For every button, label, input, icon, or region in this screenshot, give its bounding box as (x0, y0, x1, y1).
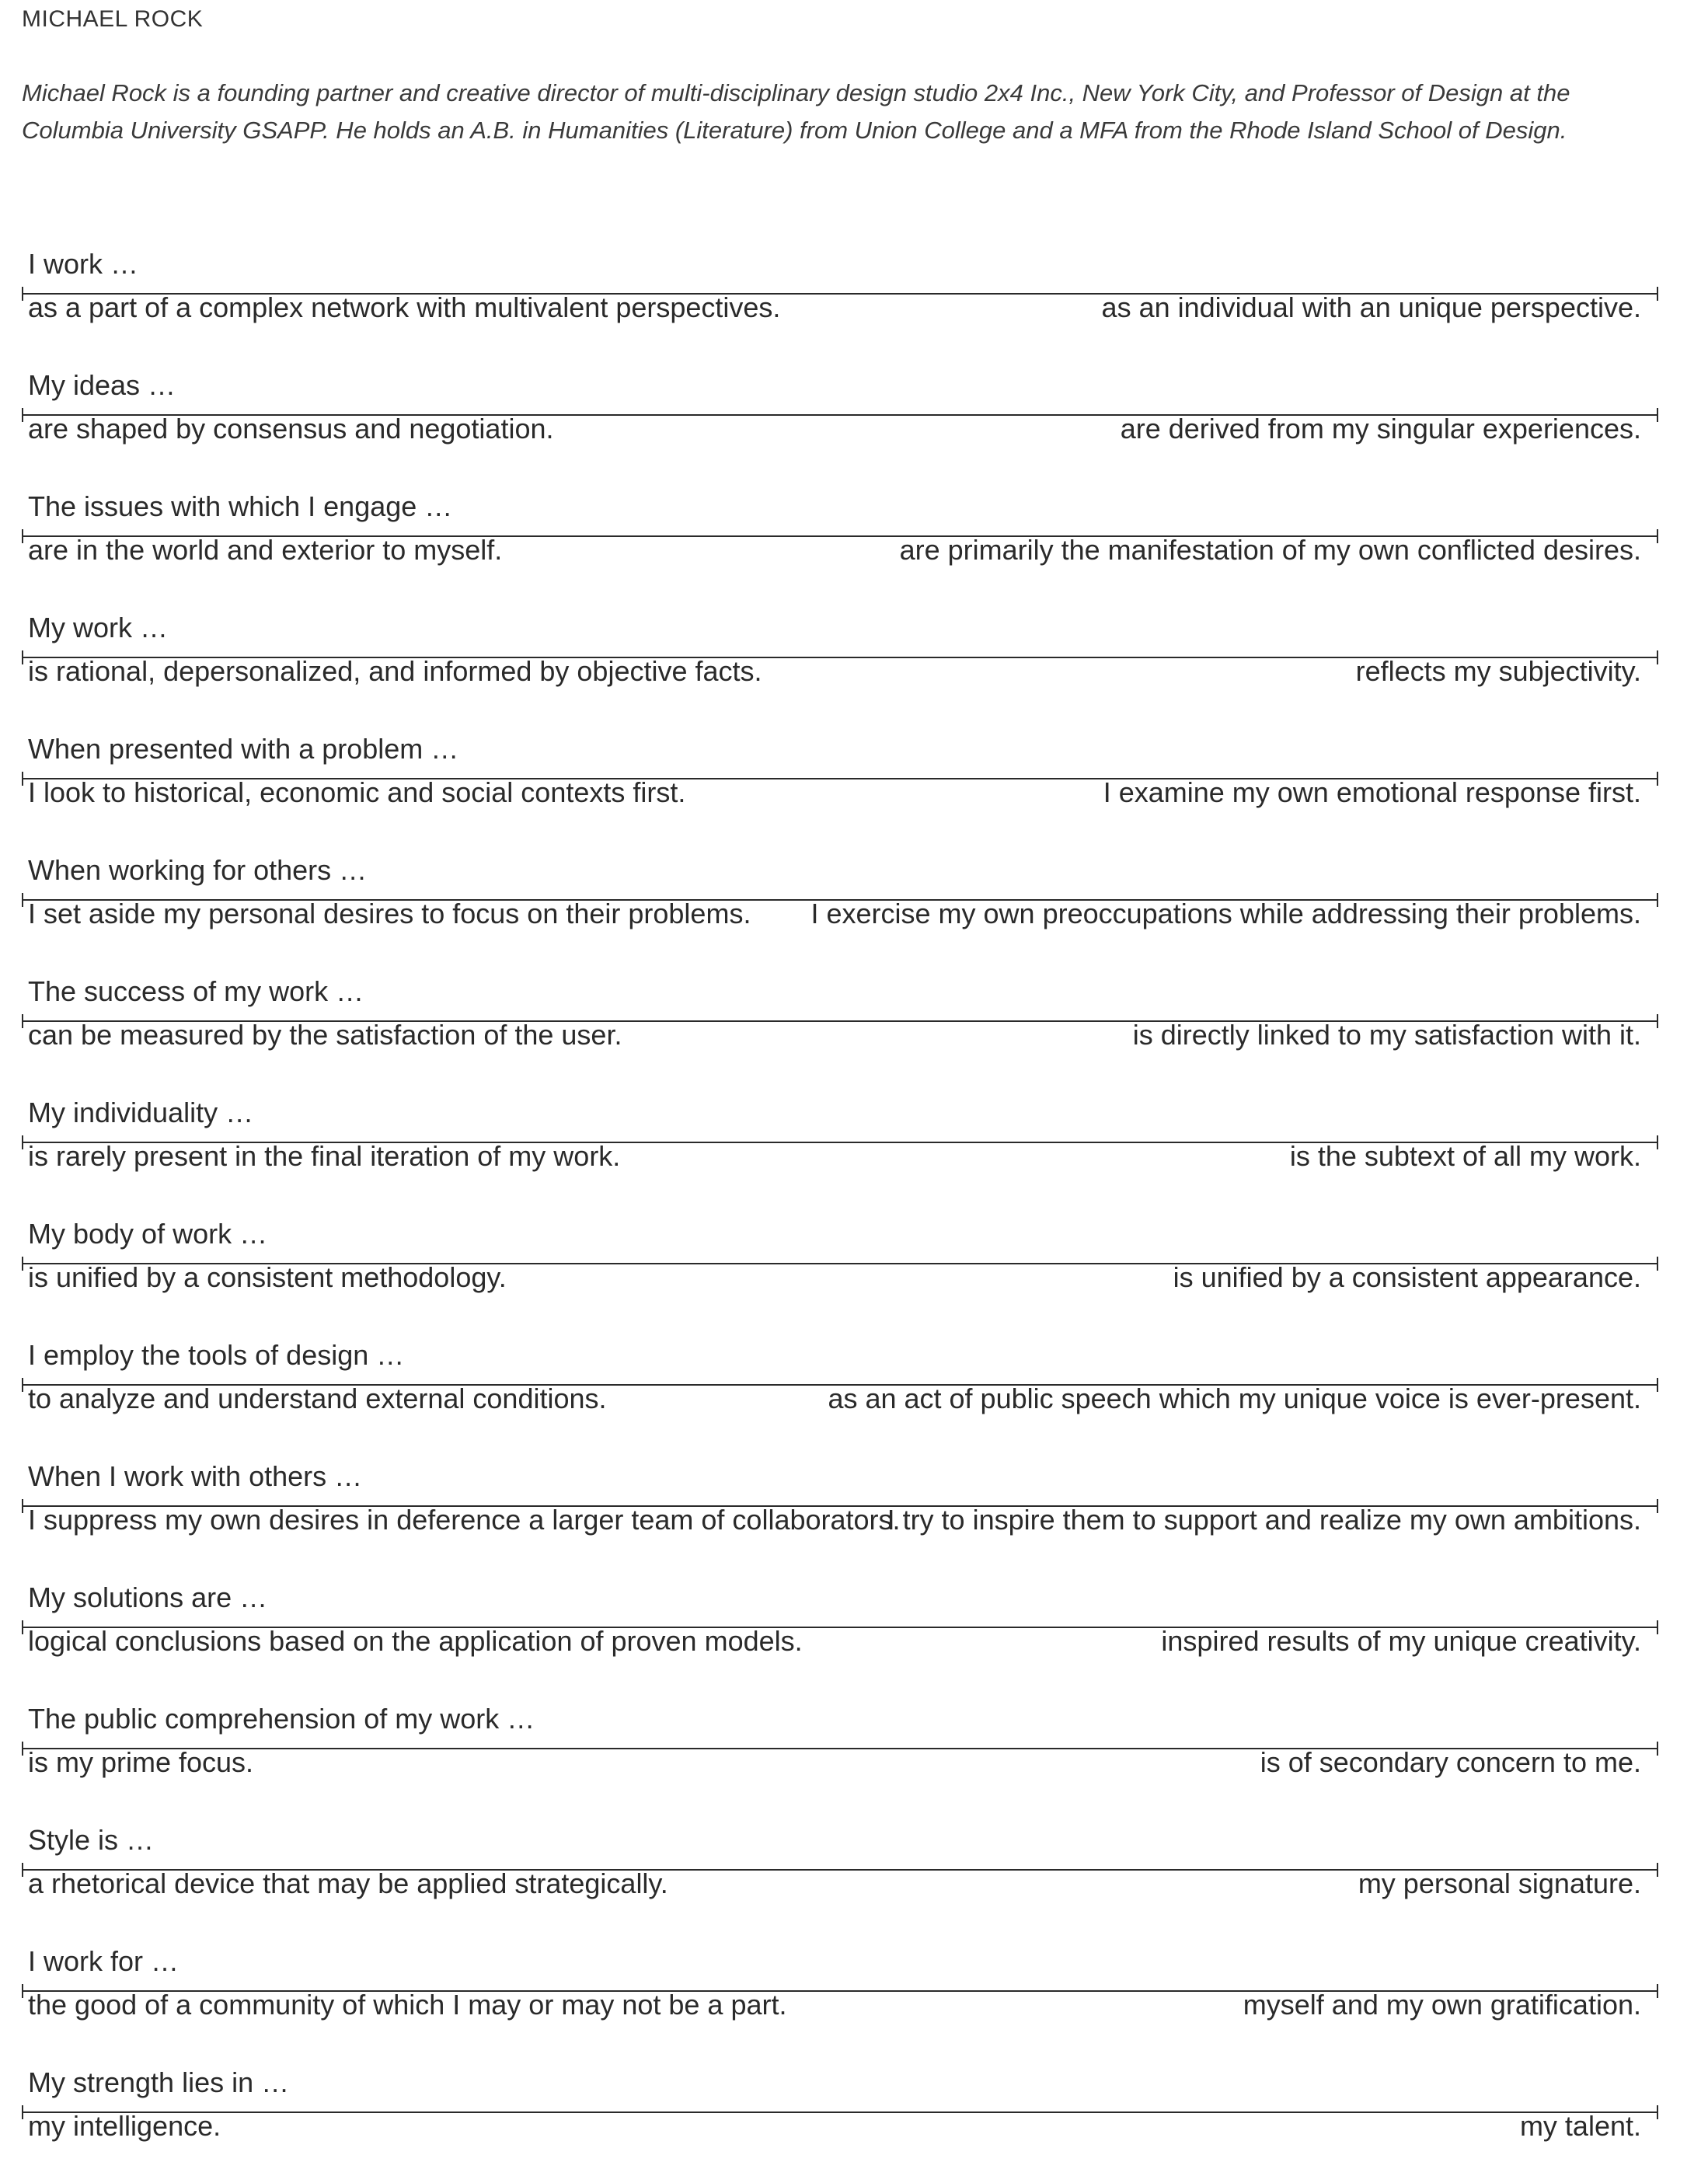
scale-left-answer: are shaped by consensus and negotiation. (28, 413, 554, 445)
scale-left-answer: a rhetorical device that may be applied strategically. (28, 1867, 668, 1899)
scale-left-answer: is unified by a consistent methodology. (28, 1261, 507, 1293)
author-bio (22, 75, 1661, 149)
scale-left-answer: can be measured by the satisfaction of the user. (28, 1019, 622, 1051)
scale-prompt: My ideas … (28, 369, 176, 401)
scale-item (0, 1097, 1708, 1206)
scale-prompt: When I work with others … (28, 1460, 363, 1492)
scale-right-tick (1657, 1984, 1658, 1998)
scale-right-tick (1657, 772, 1658, 786)
scale-prompt: The success of my work … (28, 975, 364, 1007)
scale-right-answer: reflects my subjectivity. (1355, 655, 1641, 687)
scale-right-answer: I exercise my own preoccupations while addressing their problems. (810, 898, 1641, 929)
scale-right-tick (1657, 1135, 1658, 1149)
bio-line-2: Columbia University GSAPP. He holds an A.B. in Humanities (Literature) from Union College and a MFA from the Rhode Island School of Design. (22, 117, 1567, 144)
scale-right-tick (1657, 1742, 1658, 1756)
scale-prompt: When presented with a problem … (28, 733, 459, 765)
scale-left-answer: to analyze and understand external conditions. (28, 1383, 607, 1414)
scale-left-answer: is rational, depersonalized, and informed by objective facts. (28, 655, 762, 687)
scale-prompt: My work … (28, 612, 168, 643)
scale-right-tick (1657, 893, 1658, 907)
scale-bar[interactable] (22, 2105, 1658, 2119)
scale-right-answer: I examine my own emotional response first. (1103, 776, 1641, 808)
scale-right-tick (1657, 1378, 1658, 1392)
scale-left-answer: the good of a community of which I may or may not be a part. (28, 1989, 787, 2021)
scale-item (0, 249, 1708, 357)
scale-right-answer: as an individual with an unique perspective. (1101, 291, 1641, 323)
scale-item (0, 734, 1708, 842)
scale-prompt: The issues with which I engage … (28, 490, 453, 522)
scale-right-answer: myself and my own gratification. (1243, 1989, 1641, 2021)
scale-right-tick (1657, 1620, 1658, 1634)
scale-item (0, 1582, 1708, 1691)
scale-left-answer: I set aside my personal desires to focus on their problems. (28, 898, 751, 929)
scale-prompt: When working for others … (28, 854, 368, 886)
scale-item (0, 370, 1708, 479)
scale-right-answer: is unified by a consistent appearance. (1173, 1261, 1641, 1293)
scale-right-answer: as an act of public speech which my unique voice is ever-present. (828, 1383, 1641, 1414)
scale-left-answer: my intelligence. (28, 2110, 221, 2142)
scale-right-answer: is the subtext of all my work. (1289, 1140, 1641, 1172)
scale-left-answer: is rarely present in the final iteration of my work. (28, 1140, 621, 1172)
scale-item (0, 491, 1708, 600)
scale-right-answer: are primarily the manifestation of my own conflicted desires. (899, 534, 1641, 566)
scale-left-answer: are in the world and exterior to myself. (28, 534, 503, 566)
scale-right-answer: my personal signature. (1358, 1867, 1641, 1899)
scale-right-tick (1657, 1863, 1658, 1877)
scale-left-answer: I look to historical, economic and social contexts first. (28, 776, 686, 808)
scale-left-answer: logical conclusions based on the application of proven models. (28, 1625, 803, 1657)
scale-right-answer: are derived from my singular experiences. (1120, 413, 1641, 445)
scale-right-answer: inspired results of my unique creativity. (1161, 1625, 1641, 1657)
bio-line-1: Michael Rock is a founding partner and creative director of multi-disciplinary design studio 2x4 Inc., New York City, and Professor of Design at the (22, 79, 1570, 106)
author-name: MICHAEL ROCK (22, 6, 204, 32)
scale-prompt: I employ the tools of design … (28, 1339, 405, 1371)
scale-right-tick (1657, 408, 1658, 422)
scale-prompt: The public comprehension of my work … (28, 1703, 535, 1735)
scale-right-tick (1657, 1014, 1658, 1028)
scale-item (0, 612, 1708, 721)
scale-prompt: My strength lies in … (28, 2066, 290, 2098)
scale-right-tick (1657, 1257, 1658, 1271)
scale-right-answer: I try to inspire them to support and realize my own ambitions. (887, 1504, 1641, 1536)
scale-item (0, 1825, 1708, 1934)
scale-right-tick (1657, 287, 1658, 301)
scale-line (22, 2111, 1658, 2113)
scale-item (0, 1703, 1708, 1812)
scale-right-answer: is directly linked to my satisfaction with it. (1132, 1019, 1641, 1051)
scale-left-answer: I suppress my own desires in deference a larger team of collaborators. (28, 1504, 901, 1536)
scale-left-answer: is my prime focus. (28, 1746, 254, 1778)
scale-item (0, 1946, 1708, 2055)
scale-prompt: My solutions are … (28, 1581, 268, 1613)
scale-prompt: My body of work … (28, 1218, 268, 1250)
scale-item (0, 1219, 1708, 1327)
scale-prompt: Style is … (28, 1824, 155, 1856)
scale-right-tick (1657, 529, 1658, 543)
scale-right-answer: my talent. (1519, 2110, 1641, 2142)
scale-item (0, 1461, 1708, 1570)
scale-item (0, 976, 1708, 1085)
scale-item (0, 855, 1708, 964)
scale-item (0, 1340, 1708, 1449)
scale-prompt: I work … (28, 248, 139, 280)
scale-left-answer: as a part of a complex network with multivalent perspectives. (28, 291, 781, 323)
scale-right-tick (1657, 650, 1658, 664)
scale-right-answer: is of secondary concern to me. (1260, 1746, 1641, 1778)
scale-prompt: I work for … (28, 1945, 180, 1977)
scale-right-tick (1657, 1499, 1658, 1513)
scale-right-tick (1657, 2105, 1658, 2119)
scale-prompt: My individuality … (28, 1097, 254, 1128)
scale-item (0, 2067, 1708, 2176)
